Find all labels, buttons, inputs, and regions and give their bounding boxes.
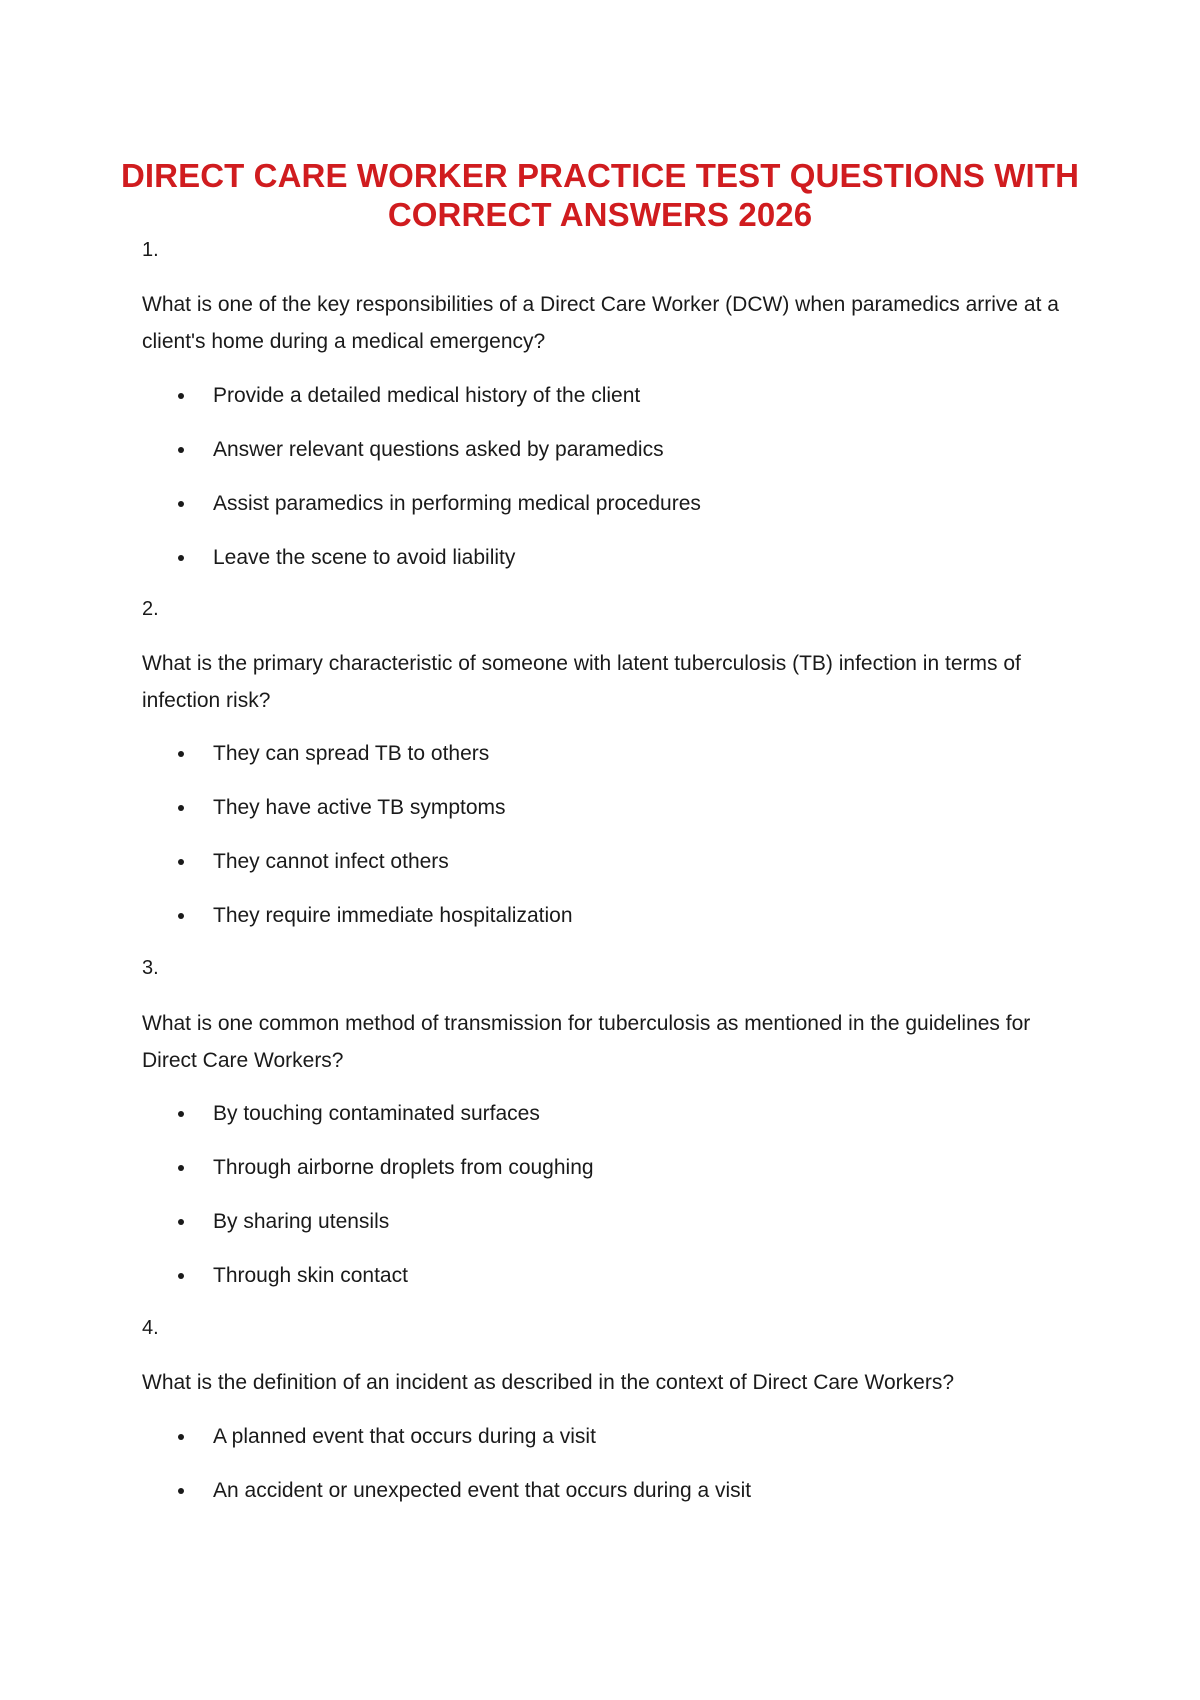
bullet-icon	[178, 751, 184, 757]
answer-option-text: They require immediate hospitalization	[213, 904, 573, 927]
answer-option-text: An accident or unexpected event that occurs during a visit	[213, 1479, 752, 1502]
answer-option-text: Assist paramedics in performing medical procedures	[213, 492, 701, 515]
bullet-icon	[178, 501, 184, 507]
bullet-icon	[178, 1165, 184, 1171]
bullet-icon	[178, 1434, 184, 1440]
bullet-icon	[178, 859, 184, 865]
answer-option-text: They have active TB symptoms	[213, 796, 506, 819]
bullet-icon	[178, 1488, 184, 1494]
bullet-icon	[178, 393, 184, 399]
answer-option-text: By sharing utensils	[213, 1210, 390, 1233]
answer-option-text: Provide a detailed medical history of the client	[213, 384, 641, 407]
answer-option-text: Answer relevant questions asked by paramedics	[213, 438, 664, 461]
answer-option-text: A planned event that occurs during a visit	[213, 1425, 596, 1448]
question-number: 4.	[142, 1317, 159, 1339]
question-text: What is the primary characteristic of someone with latent tuberculosis (TB) infection in terms of infection risk?	[142, 652, 1021, 712]
question-number: 1.	[142, 239, 159, 261]
answer-option-text: By touching contaminated surfaces	[213, 1102, 540, 1125]
question-number: 3.	[142, 957, 159, 979]
question-text: What is one of the key responsibilities of a Direct Care Worker (DCW) when paramedics arrive at a client's home during a medical emergency?	[142, 293, 1059, 353]
bullet-icon	[178, 1111, 184, 1117]
question-text: What is one common method of transmission for tuberculosis as mentioned in the guidelines for Direct Care Workers?	[142, 1012, 1031, 1072]
question-number: 2.	[142, 598, 159, 620]
bullet-icon	[178, 805, 184, 811]
bullet-icon	[178, 1219, 184, 1225]
document-title: DIRECT CARE WORKER PRACTICE TEST QUESTIONS WITH CORRECT ANSWERS 2026	[120, 157, 1080, 233]
answer-option-text: They cannot infect others	[213, 850, 449, 873]
bullet-icon	[178, 555, 184, 561]
bullet-icon	[178, 1273, 184, 1279]
bullet-icon	[178, 447, 184, 453]
answer-option-text: They can spread TB to others	[213, 742, 490, 765]
answer-option-text: Through skin contact	[213, 1264, 408, 1287]
question-text: What is the definition of an incident as described in the context of Direct Care Workers?	[142, 1371, 955, 1394]
answer-option-text: Leave the scene to avoid liability	[213, 546, 516, 569]
bullet-icon	[178, 913, 184, 919]
answer-option-text: Through airborne droplets from coughing	[213, 1156, 594, 1179]
